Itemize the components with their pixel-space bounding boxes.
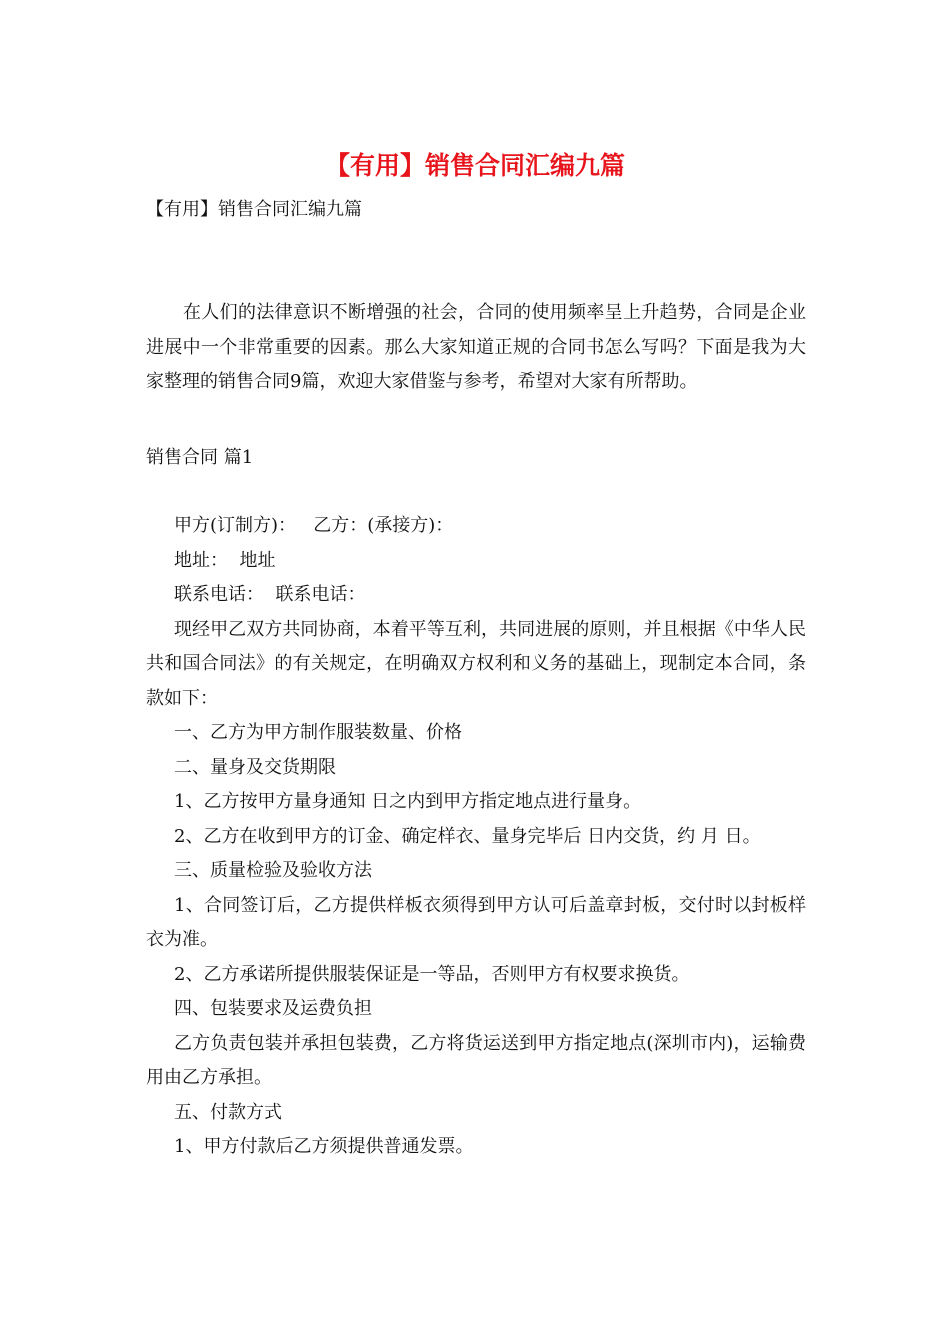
clause-item: 乙方负责包装并承担包装费，乙方将货运送到甲方指定地点(深圳市内)，运输费用由乙方承担。 <box>146 1032 806 1088</box>
party-line: 甲方(订制方)： 乙方：(承接方)： <box>174 515 454 536</box>
clause-heading: 二、量身及交货期限 <box>174 756 336 778</box>
document-title: 【有用】销售合同汇编九篇 <box>324 151 625 180</box>
section-heading: 销售合同 篇1 <box>146 447 254 468</box>
preamble-paragraph: 现经甲乙双方共同协商，本着平等互利，共同进展的原则，并且根据《中华人民共和国合同法》的有关规定，在明确双方权利和义务的基础上，现制定本合同，条款如下： <box>146 618 806 709</box>
clause-heading: 五、付款方式 <box>174 1101 282 1123</box>
phone-line: 联系电话： 联系电话： <box>174 584 366 605</box>
intro-paragraph: 在人们的法律意识不断增强的社会，合同的使用频率呈上升趋势，合同是企业进展中一个非常重要的因素。那么大家知道正规的合同书怎么写吗？下面是我为大家整理的销售合同9篇，欢迎大家借鉴与参考，希望对大家有所帮助。 <box>146 302 806 392</box>
clause-heading: 四、包装要求及运费负担 <box>174 998 372 1019</box>
clause-item: 1、乙方按甲方量身通知 日之内到甲方指定地点进行量身。 <box>174 791 642 812</box>
clause-item: 1、甲方付款后乙方须提供普通发票。 <box>174 1136 474 1157</box>
clause-item: 2、乙方在收到甲方的订金、确定样衣、量身完毕后 日内交货，约 月 日。 <box>174 825 761 847</box>
clause-item: 1、合同签订后，乙方提供样板衣须得到甲方认可后盖章封板，交付时以封板样衣为准。 <box>146 894 806 950</box>
clause-heading: 一、乙方为甲方制作服装数量、价格 <box>174 722 462 743</box>
clause-heading: 三、质量检验及验收方法 <box>174 860 372 881</box>
document-subtitle: 【有用】销售合同汇编九篇 <box>146 199 362 220</box>
address-line: 地址： 地址 <box>174 549 276 571</box>
contract-body <box>146 509 806 1165</box>
clause-item: 2、乙方承诺所提供服装保证是一等品，否则甲方有权要求换货。 <box>174 963 690 985</box>
